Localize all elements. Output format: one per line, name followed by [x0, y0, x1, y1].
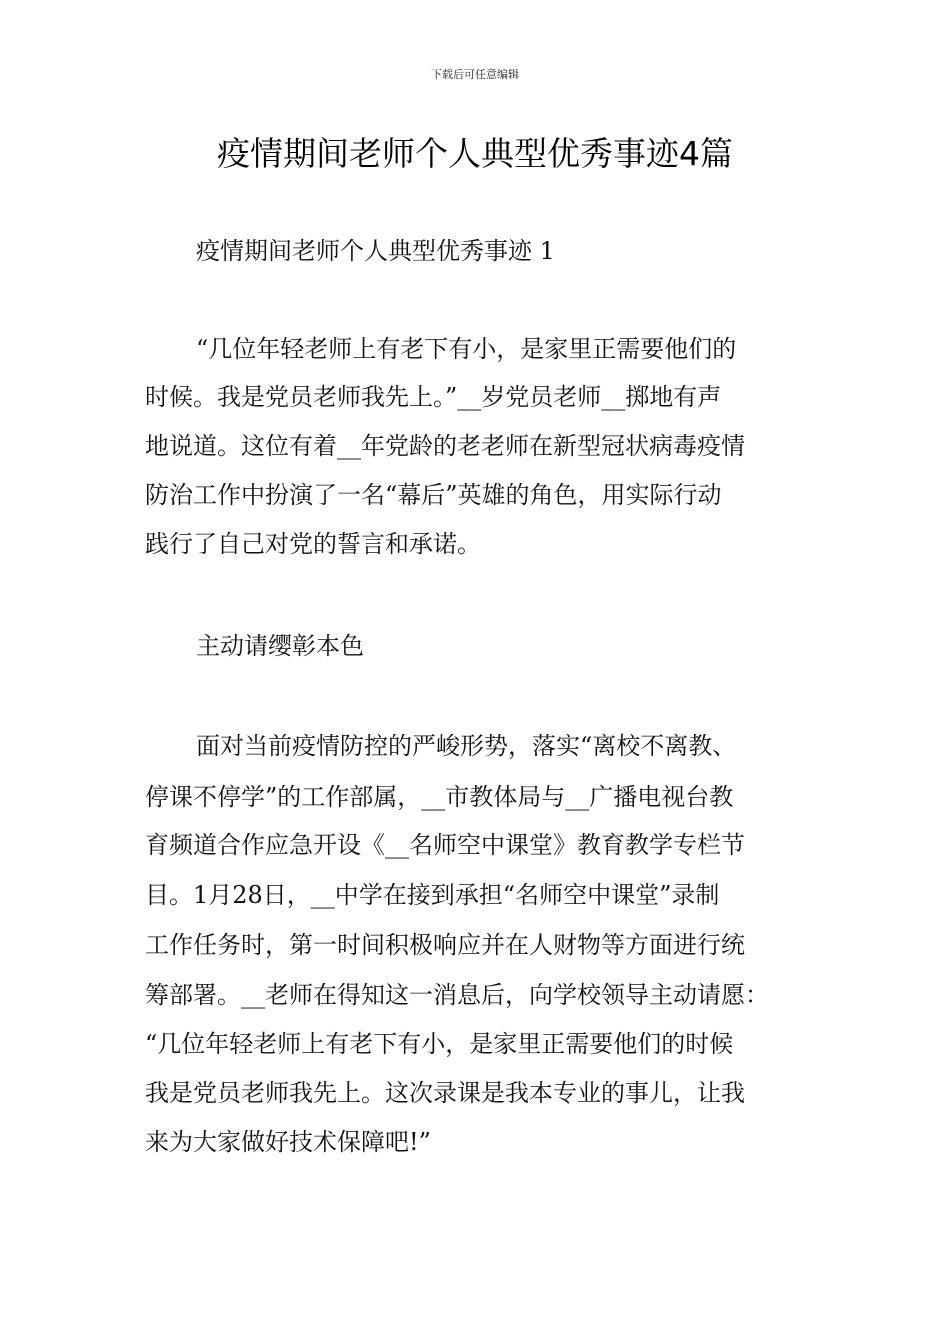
paragraph2-line: 目。1月28日，__中学在接到承担“名师空中课堂”录制: [145, 881, 720, 909]
paragraph2-line: “几位年轻老师上有老下有小，是家里正需要他们的时候: [145, 1030, 734, 1058]
paragraph1-line: 地说道。这位有着__年党龄的老老师在新型冠状病毒疫情: [145, 432, 745, 460]
paragraph2-line: 育频道合作应急开设《__名师空中课堂》教育教学专栏节: [145, 831, 745, 859]
paragraph1-line: 防治工作中扮演了一名“幕后”英雄的角色，用实际行动: [145, 481, 722, 509]
section-heading: 主动请缨彰本色: [196, 632, 364, 660]
paragraph1-line: 时候。我是党员老师我先上。”__岁党员老师__掷地有声: [145, 383, 722, 411]
paragraph2-line: 筹部署。__老师在得知这一消息后，向学校领导主动请愿：: [145, 981, 769, 1009]
paragraph1-line: 践行了自己对党的誓言和承诺。: [145, 530, 481, 558]
header-note: 下载后可任意编辑: [431, 68, 519, 81]
paragraph2-line: 我是党员老师我先上。这次录课是我本专业的事儿，让我: [145, 1079, 745, 1107]
document-subtitle: 疫情期间老师个人典型优秀事迹 1: [196, 237, 555, 265]
paragraph2-line: 面对当前疫情防控的严峻形势，落实“离校不离教、: [196, 732, 737, 760]
paragraph1-line: “几位年轻老师上有老下有小，是家里正需要他们的: [196, 335, 737, 363]
paragraph2-line: 来为大家做好技术保障吧!”: [145, 1128, 431, 1156]
paragraph2-line: 工作任务时，第一时间积极响应并在人财物等方面进行统: [145, 931, 745, 959]
paragraph2-line: 停课不停学”的工作部属，__市教体局与__广播电视台教: [145, 783, 734, 811]
document-title: 疫情期间老师个人典型优秀事迹4篇: [217, 134, 733, 173]
